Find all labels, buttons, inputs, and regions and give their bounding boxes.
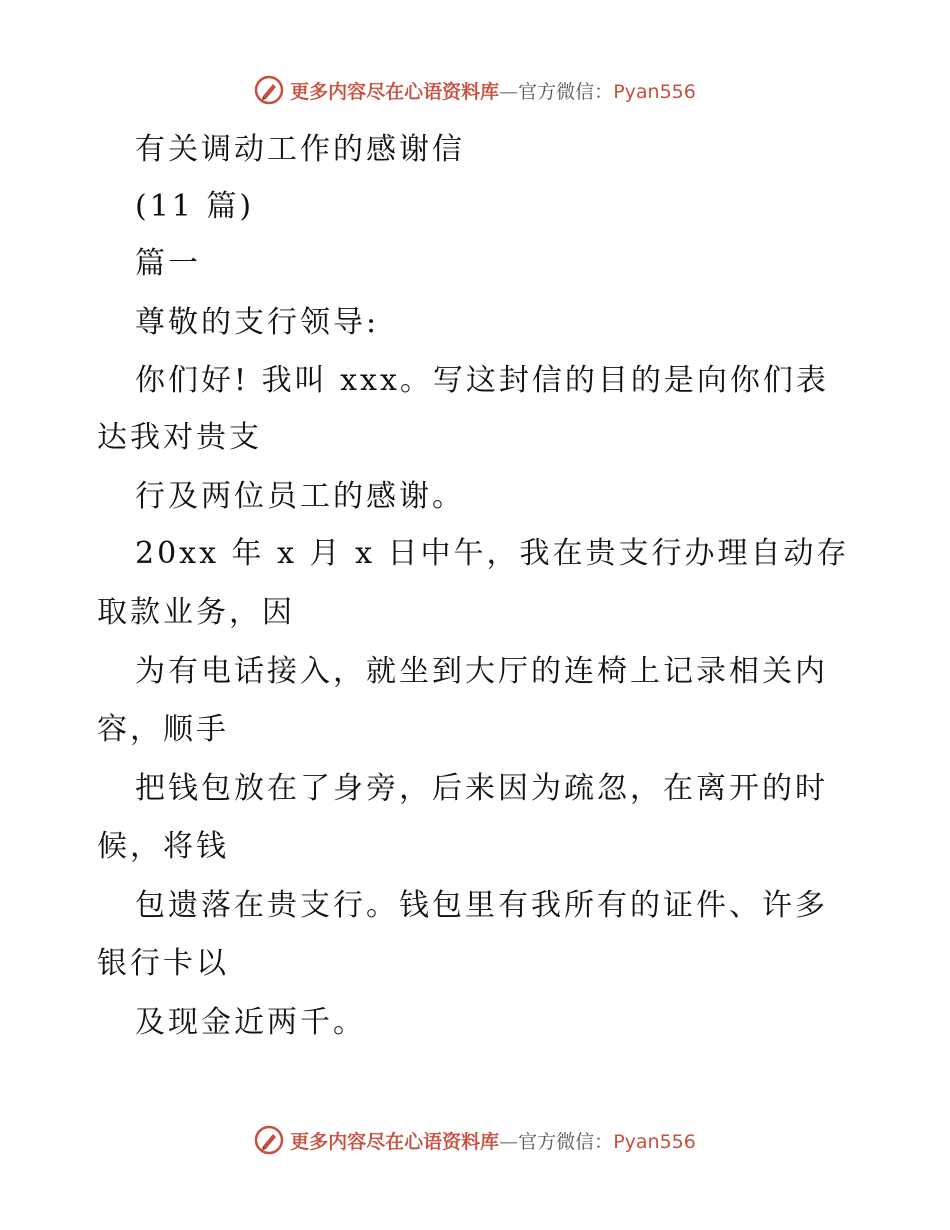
banner-label: 官方微信： bbox=[518, 1130, 614, 1153]
paragraph-line: 把钱包放在了身旁，后来因为疏忽，在离开的时 bbox=[135, 771, 828, 806]
paragraph-line: 取款业务，因 bbox=[97, 595, 295, 630]
paragraph-line: 候，将钱 bbox=[97, 829, 229, 864]
banner-main-text: 更多内容尽在心语资料库 bbox=[290, 80, 500, 103]
banner-dash: — bbox=[499, 80, 519, 103]
banner-label: 官方微信： bbox=[518, 80, 614, 103]
header-banner-content bbox=[254, 75, 696, 105]
section-heading: 篇一 bbox=[135, 246, 201, 281]
footer-banner-content bbox=[254, 1125, 696, 1155]
banner-main-text: 更多内容尽在心语资料库 bbox=[290, 1130, 500, 1153]
paragraph-line: 为有电话接入，就坐到大厅的连椅上记录相关内 bbox=[135, 654, 828, 689]
paragraph-line: 20xx 年 x 月 x 日中午，我在贵支行办理自动存 bbox=[135, 536, 850, 571]
paragraph-line: 包遗落在贵支行。钱包里有我所有的证件、许多 bbox=[135, 888, 828, 923]
paragraph-line: 行及两位员工的感谢。 bbox=[135, 479, 465, 514]
pen-logo-icon bbox=[254, 1125, 284, 1155]
paragraph-line: 及现金近两千。 bbox=[135, 1005, 366, 1040]
paragraph-line: 银行卡以 bbox=[97, 946, 229, 981]
paragraph-line: 你们好! 我叫 xxx。写这封信的目的是向你们表 bbox=[135, 363, 829, 398]
banner-wechat-id: Pyan556 bbox=[613, 1130, 696, 1153]
salutation: 尊敬的支行领导: bbox=[135, 305, 380, 340]
footer-banner-text bbox=[290, 1127, 696, 1154]
paragraph-line: 达我对贵支 bbox=[97, 420, 262, 455]
banner-dash: — bbox=[499, 1130, 519, 1153]
document-title: 有关调动工作的感谢信 bbox=[135, 132, 465, 167]
banner-wechat-id: Pyan556 bbox=[613, 80, 696, 103]
footer-banner bbox=[0, 1120, 950, 1160]
header-banner bbox=[0, 70, 950, 110]
paragraph-line: 容，顺手 bbox=[97, 712, 229, 747]
document-subtitle: (11 篇) bbox=[135, 189, 255, 224]
pen-logo-icon bbox=[254, 75, 284, 105]
header-banner-text bbox=[290, 77, 696, 104]
